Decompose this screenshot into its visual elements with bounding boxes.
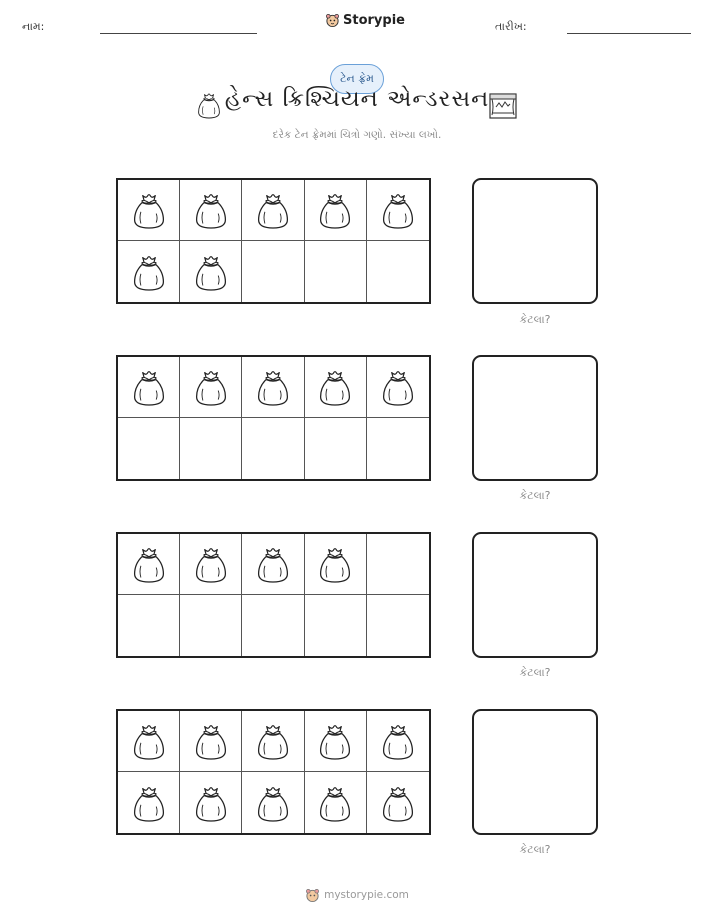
- frame-cell: [118, 595, 180, 656]
- date-line[interactable]: [567, 33, 691, 34]
- frame-cell: [180, 772, 242, 833]
- ten-frame-1: [116, 178, 431, 304]
- name-line[interactable]: [100, 33, 257, 34]
- name-label: નામ:: [22, 20, 45, 33]
- money-bag-icon: [317, 544, 353, 584]
- money-bag-icon: [131, 367, 167, 407]
- money-bag-icon: [193, 367, 229, 407]
- frame-cell: [367, 357, 429, 418]
- theater-stage-icon: [489, 93, 517, 119]
- frame-cell: [118, 180, 180, 241]
- money-bag-icon: [131, 783, 167, 823]
- answer-box-3[interactable]: [472, 532, 598, 658]
- money-bag-icon: [380, 783, 416, 823]
- frame-cell: [242, 418, 304, 479]
- page-title: હેન્સ ક્રિશ્ચિયન એન્ડરસન: [224, 86, 490, 112]
- money-bag-icon: [255, 544, 291, 584]
- frame-cell: [242, 534, 304, 595]
- topic-badge: ટેન ફ્રેમ: [330, 64, 384, 94]
- money-bag-icon: [255, 367, 291, 407]
- frame-cell: [180, 180, 242, 241]
- money-bag-icon: [131, 544, 167, 584]
- mascot-icon: [305, 887, 320, 903]
- frame-cell: [242, 772, 304, 833]
- frame-cell: [118, 534, 180, 595]
- frame-cell: [180, 595, 242, 656]
- footer-url: mystorypie.com: [324, 889, 409, 901]
- frame-cell: [305, 241, 367, 302]
- mascot-icon: [325, 12, 340, 28]
- frame-cell: [180, 418, 242, 479]
- frame-cell: [118, 418, 180, 479]
- answer-label-1: કેટલા?: [519, 313, 551, 326]
- frame-cell: [242, 241, 304, 302]
- answer-label-3: કેટલા?: [519, 666, 551, 679]
- money-bag-icon: [380, 721, 416, 761]
- money-bag-icon: [131, 252, 167, 292]
- frame-cell: [180, 711, 242, 772]
- answer-label-2: કેટલા?: [519, 489, 551, 502]
- brand-name: Storypie: [343, 12, 405, 28]
- frame-cell: [305, 180, 367, 241]
- ten-frame-4: [116, 709, 431, 835]
- frame-cell: [367, 180, 429, 241]
- money-bag-icon: [193, 190, 229, 230]
- frame-cell: [367, 772, 429, 833]
- money-bag-icon: [255, 721, 291, 761]
- frame-cell: [180, 534, 242, 595]
- money-bag-icon: [380, 190, 416, 230]
- money-bag-icon: [193, 783, 229, 823]
- money-bag-icon: [193, 252, 229, 292]
- frame-cell: [305, 418, 367, 479]
- frame-cell: [305, 772, 367, 833]
- frame-cell: [367, 418, 429, 479]
- money-bag-icon: [380, 367, 416, 407]
- money-bag-icon: [255, 783, 291, 823]
- frame-cell: [305, 595, 367, 656]
- frame-cell: [118, 711, 180, 772]
- frame-cell: [118, 357, 180, 418]
- frame-cell: [367, 241, 429, 302]
- frame-cell: [305, 711, 367, 772]
- answer-label-4: કેટલા?: [519, 843, 551, 856]
- frame-cell: [367, 534, 429, 595]
- answer-box-4[interactable]: [472, 709, 598, 835]
- money-bag-icon: [193, 721, 229, 761]
- money-bag-icon: [317, 783, 353, 823]
- money-bag-icon: [193, 544, 229, 584]
- frame-cell: [305, 534, 367, 595]
- money-bag-icon: [131, 721, 167, 761]
- frame-cell: [180, 357, 242, 418]
- frame-cell: [242, 595, 304, 656]
- money-bag-icon: [317, 367, 353, 407]
- frame-cell: [118, 772, 180, 833]
- frame-cell: [242, 357, 304, 418]
- instructions: દરેક ટેન ફ્રેમમાં ચિત્રો ગણો. સંખ્યા લખો.: [272, 129, 442, 141]
- frame-cell: [118, 241, 180, 302]
- ten-frame-3: [116, 532, 431, 658]
- frame-cell: [305, 357, 367, 418]
- frame-cell: [242, 180, 304, 241]
- answer-box-1[interactable]: [472, 178, 598, 304]
- brand-logo: [325, 12, 405, 28]
- frame-cell: [367, 711, 429, 772]
- frame-cell: [242, 711, 304, 772]
- answer-box-2[interactable]: [472, 355, 598, 481]
- money-bag-icon: [317, 721, 353, 761]
- money-bag-icon: [131, 190, 167, 230]
- ten-frame-2: [116, 355, 431, 481]
- money-bag-icon: [255, 190, 291, 230]
- footer: [0, 887, 714, 903]
- date-label: તારીખ:: [495, 20, 527, 33]
- frame-cell: [367, 595, 429, 656]
- frame-cell: [180, 241, 242, 302]
- money-bag-icon: [317, 190, 353, 230]
